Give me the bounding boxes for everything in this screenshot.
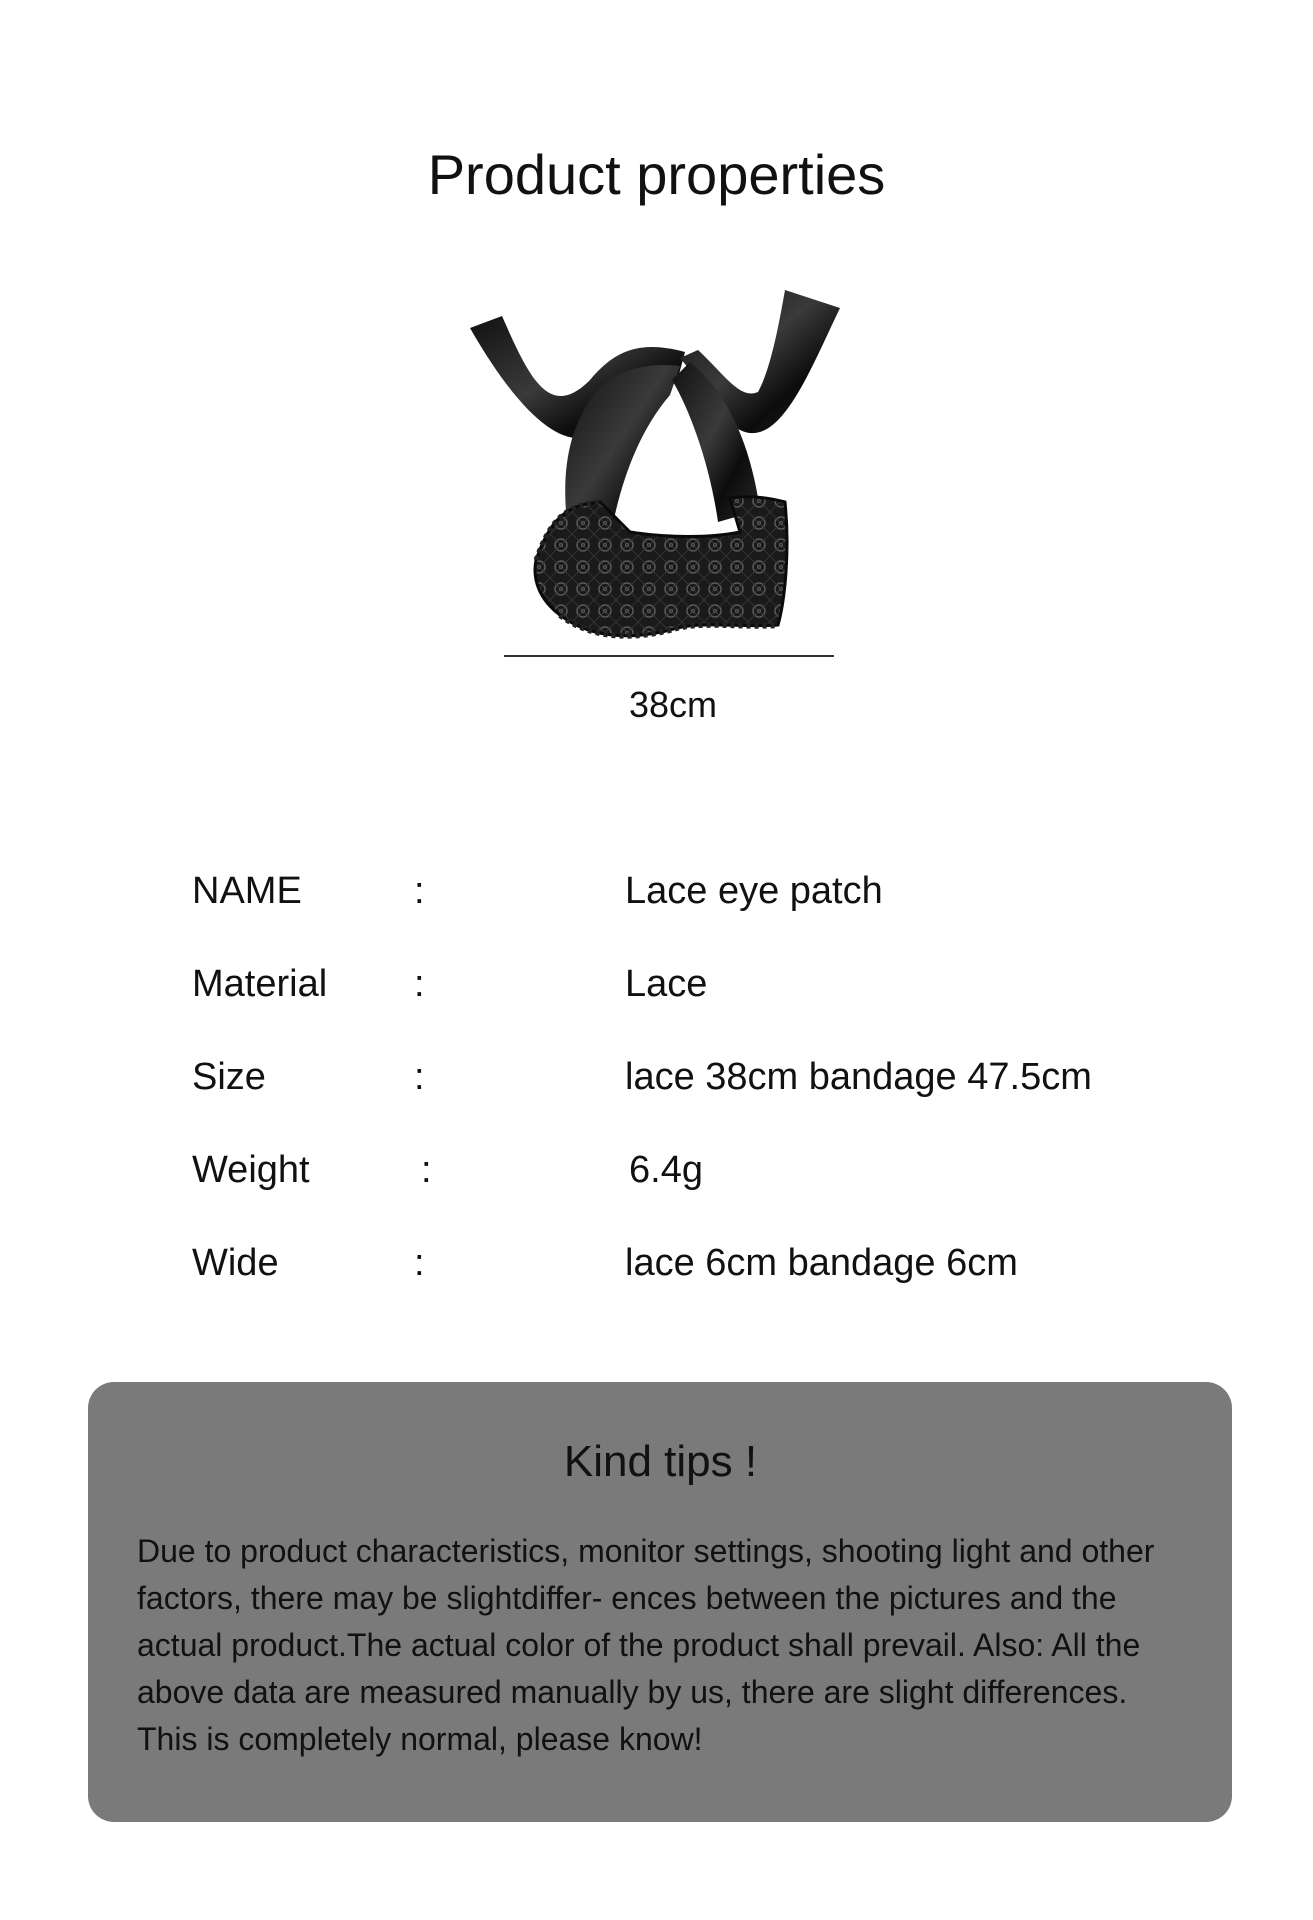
property-value: Lace eye patch (625, 870, 883, 912)
property-separator: : (414, 1056, 425, 1098)
property-value: lace 38cm bandage 47.5cm (625, 1056, 1092, 1098)
property-row-weight (192, 1145, 1192, 1238)
property-key: NAME (192, 870, 302, 912)
property-value: lace 6cm bandage 6cm (625, 1242, 1018, 1284)
measurement-label: 38cm (628, 684, 718, 725)
page-title: Product properties (427, 143, 886, 206)
property-value: 6.4g (629, 1149, 703, 1191)
property-key: Size (192, 1056, 266, 1098)
property-row-size (192, 1052, 1192, 1145)
properties-list (192, 866, 1192, 1331)
kind-tips-box (88, 1382, 1232, 1822)
property-row-material (192, 959, 1192, 1052)
property-key: Material (192, 963, 328, 1005)
kind-tips-body: Due to product characteristics, monitor settings, shooting light and other factors, there may be slightdiffer- ences between the pictures and the actual product.The actual color of the product shall prevail. Also: All the above data are measured manually by us, there are slight differences. This is completely normal, please know! (137, 1533, 1155, 1757)
property-separator: : (414, 963, 425, 1005)
measure-line (504, 655, 834, 657)
property-separator: : (421, 1149, 432, 1191)
kind-tips-title: Kind tips ! (563, 1437, 758, 1486)
property-key: Wide (192, 1242, 279, 1284)
property-row-wide (192, 1238, 1192, 1331)
lace-eye-patch-image (440, 270, 940, 660)
property-key: Weight (192, 1149, 310, 1191)
property-separator: : (414, 870, 425, 912)
property-value: Lace (625, 963, 708, 1005)
property-row-name (192, 866, 1192, 959)
property-separator: : (414, 1242, 425, 1284)
